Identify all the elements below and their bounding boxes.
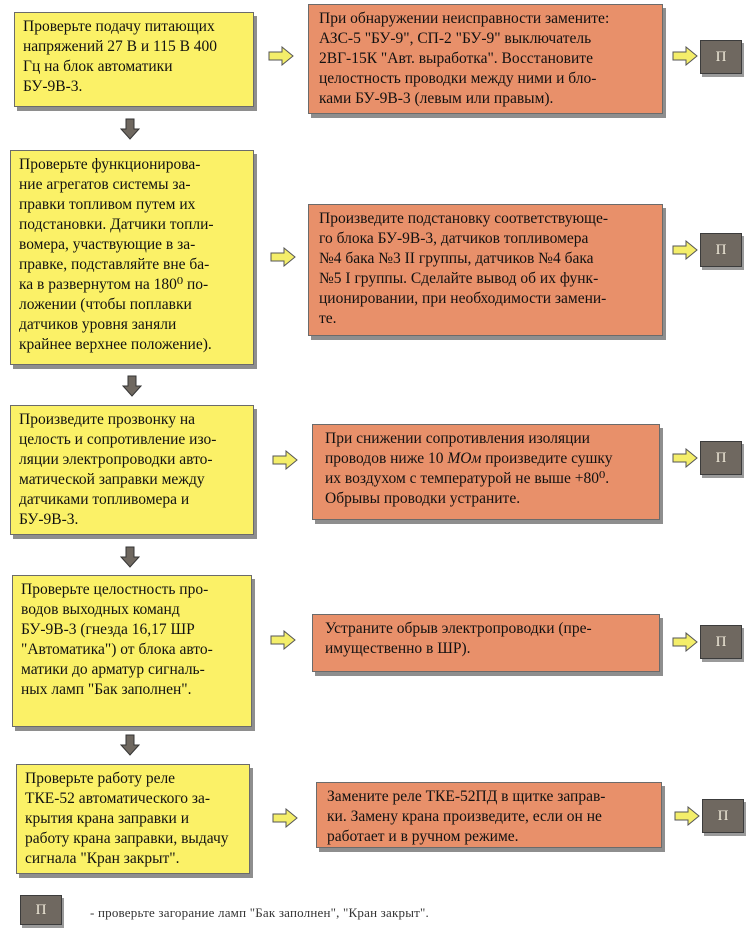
check-step-4: Проверьте целостность про- водов выходных команд БУ-9В-3 (гнезда 16,17 ШР "Автоматика") от блока авто- матики до арматур сигналь- ных ламп "Бак заполнен".	[12, 575, 252, 727]
fix-step-3-line-1: При снижении сопротивления изоляции	[325, 430, 590, 447]
fix-step-3	[312, 424, 660, 520]
fix-step-3-line-2a: проводов ниже 10	[325, 450, 448, 467]
right-arrow-icon	[270, 630, 296, 650]
right-arrow-icon	[672, 632, 698, 652]
fix-step-4: Устраните обрыв электропроводки (пре- имущественно в ШР).	[312, 614, 660, 672]
lamp-check-box-5: П	[702, 799, 744, 833]
down-arrow-icon	[120, 734, 140, 756]
lamp-check-box-1: П	[700, 40, 742, 74]
resistance-unit: МОм	[447, 450, 482, 467]
fix-step-2: Произведите подстановку соответствующе- го блока БУ-9В-3, датчиков топливомера №4 бака №3 II группы, датчиков №4 бака №5 I группы. Сделайте вывод об их функ- ционировании, при необходимости замени- те.	[308, 204, 663, 336]
check-step-3: Произведите прозвонку на целость и сопротивление изо- ляции электропроводки авто- матической заправки между датчиками топливомера и БУ-9В-3.	[10, 405, 254, 535]
down-arrow-icon	[120, 546, 140, 568]
right-arrow-icon	[672, 46, 698, 66]
lamp-check-box-3: П	[700, 441, 742, 475]
check-step-1: Проверьте подачу питающих напряжений 27 В и 115 В 400 Гц на блок автоматики БУ-9В-3.	[14, 12, 254, 107]
right-arrow-icon	[268, 46, 294, 66]
lamp-check-box-2: П	[700, 233, 742, 267]
right-arrow-icon	[672, 448, 698, 468]
right-arrow-icon	[674, 806, 700, 826]
fix-step-3-line-2b: произведите сушку	[481, 450, 613, 467]
right-arrow-icon	[270, 247, 296, 267]
check-step-2: Проверьте функционирова- ние агрегатов системы за- правки топливом путем их подстановки. Датчики топли- вомера, участвующие в за- правке, подставляйте вне ба- ка в развернутом на 180⁰ по- ложении (чтобы поплавки датчиков уровня заняли крайнее верхнее положение).	[10, 150, 254, 365]
right-arrow-icon	[272, 808, 298, 828]
lamp-check-box-4: П	[700, 625, 742, 659]
fix-step-1: При обнаружении неисправности замените: АЗС-5 "БУ-9", СП-2 "БУ-9" выключатель 2ВГ-15К "Авт. выработка". Восстановите целостность проводки между ними и бло- ками БУ-9В-3 (левым или правым).	[308, 4, 663, 114]
check-step-5: Проверьте работу реле ТКЕ-52 автоматического за- крытия крана заправки и работу крана заправки, выдачу сигнала "Кран закрыт".	[16, 764, 250, 874]
legend-text: - проверьте загорание ламп "Бак заполнен", "Кран закрыт".	[90, 905, 429, 920]
down-arrow-icon	[122, 375, 142, 397]
right-arrow-icon	[672, 240, 698, 260]
legend-symbol: П	[20, 895, 62, 925]
fix-step-3-rest: их воздухом с температурой не выше +80⁰. Обрывы проводки устраните.	[325, 470, 610, 507]
right-arrow-icon	[272, 450, 298, 470]
fix-step-5: Замените реле ТКЕ-52ПД в щитке заправ- ки. Замену крана произведите, если он не работает и в ручном режиме.	[316, 782, 662, 848]
down-arrow-icon	[120, 118, 140, 140]
